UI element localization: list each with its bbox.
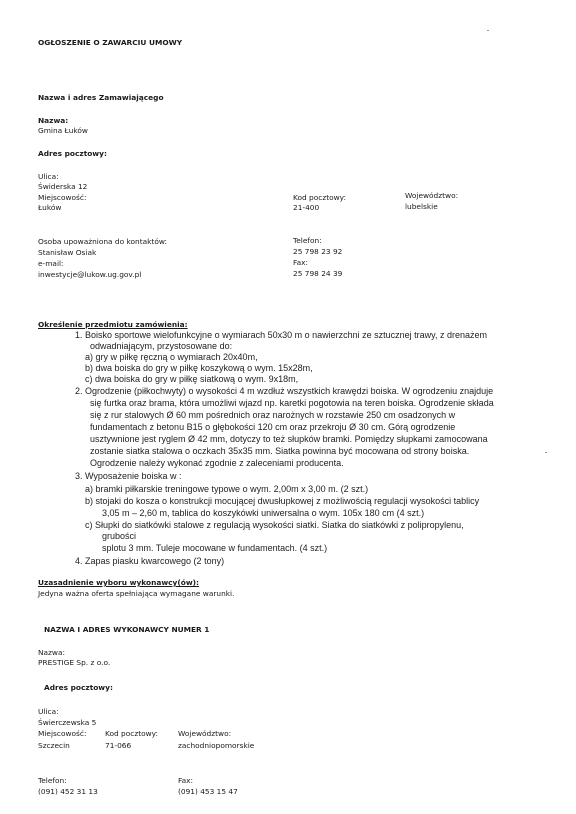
client-fax: 25 798 24 39 [293, 269, 343, 278]
contractor-city: Szczecin [38, 741, 70, 750]
subject-line: splotu 3 mm. Tuleje mocowane w fundamentach. (4 szt.) [102, 543, 328, 553]
client-contact-label: Osoba upoważniona do kontaktów: [38, 237, 167, 246]
client-contact-name: Stanisław Osiak [38, 248, 97, 257]
client-city: Łuków [38, 203, 62, 212]
contractor-voivodeship-label: Województwo: [178, 729, 232, 738]
client-street: Świderska 12 [38, 182, 88, 191]
document-title: OGŁOSZENIE O ZAWARCIU UMOWY [38, 38, 183, 47]
client-name-label: Nazwa: [38, 116, 69, 125]
subject-line: fundamentach z betonu B15 o głębokości 120 cm oraz przekroju Ø 30 cm. Górą ogrodzenie [90, 422, 456, 432]
contractor-city-label: Miejscowość: [38, 729, 87, 738]
subject-heading: Określenie przedmiotu zamówienia: [38, 320, 188, 329]
subject-line: c) Słupki do siatkówki stalowe z regulacją wysokości siatki. Siatka do siatkówki z polipropylenu, [85, 520, 464, 530]
contractor-phone: (091) 452 31 13 [38, 787, 98, 796]
client-heading: Nazwa i adres Zamawiającego [38, 93, 164, 102]
subject-line: zostanie siatka stalowa o oczkach 35x35 mm. Siatka powinna być mocowana od strony boiska. [90, 446, 470, 456]
client-phone-label: Telefon: [293, 236, 322, 245]
contractor-postal: 71-066 [105, 741, 132, 750]
client-voivodeship: lubelskie [405, 202, 438, 211]
contractor-phone-label: Telefon: [38, 776, 67, 785]
client-name: Gmina Łuków [38, 126, 88, 135]
contractor-heading: NAZWA I ADRES WYKONAWCY NUMER 1 [44, 625, 210, 634]
justification-text: Jedyna ważna oferta spełniająca wymagane warunki. [38, 589, 235, 598]
client-email-label: e-mail: [38, 259, 64, 268]
client-city-label: Miejscowość: [38, 193, 87, 202]
contractor-fax: (091) 453 15 47 [178, 787, 238, 796]
client-email: inwestycje@lukow.ug.gov.pl [38, 270, 142, 279]
client-postal-label: Kod pocztowy: [293, 193, 346, 202]
contractor-fax-label: Fax: [178, 776, 193, 785]
subject-line: b) dwa boiska do gry w piłkę koszykową o wym. 15x28m, [85, 363, 313, 373]
contractor-voivodeship: zachodniopomorskie [178, 741, 255, 750]
contractor-address-heading: Adres pocztowy: [44, 683, 113, 692]
client-phone: 25 798 23 92 [293, 247, 343, 256]
client-address-heading: Adres pocztowy: [38, 149, 107, 158]
scan-speck [487, 30, 489, 31]
subject-line: c) dwa boiska do gry w piłkę siatkową o wym. 9x18m, [85, 374, 299, 384]
subject-line: a) bramki piłkarskie treningowe typowe o wym. 2,00m x 3,00 m. (2 szt.) [85, 484, 369, 494]
subject-line: 3,05 m – 2,60 m, tablica do koszykówki uniwersalna o wym. 105x 180 cm (4 szt.) [102, 508, 425, 518]
scan-speck [545, 452, 547, 453]
client-fax-label: Fax: [293, 258, 308, 267]
contractor-street-label: Ulica: [38, 707, 59, 716]
subject-line: a) gry w piłkę ręczną o wymiarach 20x40m, [85, 352, 258, 362]
subject-line: się z rur stalowych Ø 60 mm pośrednich oraz narożnych w rozstawie 250 cm osadzonych w [90, 410, 456, 420]
subject-line: odwadniającym, przystosowane do: [90, 341, 233, 351]
client-postal: 21-400 [293, 203, 320, 212]
client-voivodeship-label: Województwo: [405, 191, 459, 200]
subject-line: 3. Wyposażenie boiska w : [75, 471, 182, 481]
contractor-postal-label: Kod pocztowy: [105, 729, 158, 738]
subject-line: się furtka oraz brama, która umożliwi wjazd np. karetki pogotowia na teren boiska. Ogrodzenie składa [90, 398, 494, 408]
subject-line: 1. Boisko sportowe wielofunkcyjne o wymiarach 50x30 m o nawierzchni ze sztucznej trawy, z drenażem [75, 330, 488, 340]
justification-heading: Uzasadnienie wyboru wykonawcy(ów): [38, 578, 199, 587]
contractor-name: PRESTIGE Sp. z o.o. [38, 658, 111, 667]
subject-line: Ogrodzenie należy wykonać zgodnie z zaleceniami producenta. [90, 458, 344, 468]
contractor-street: Świerczewska 5 [38, 718, 97, 727]
subject-line: usztywnione jest ryglem Ø 42 mm, dotyczy to też słupków bramki. Pomiędzy słupkami zamocowana [90, 434, 488, 444]
subject-line: b) stojaki do kosza o konstrukcji mocującej dwusłupkowej z możliwością regulacji wysokości tablicy [85, 496, 480, 506]
client-street-label: Ulica: [38, 172, 59, 181]
contractor-name-label: Nazwa: [38, 648, 66, 657]
subject-line: 2. Ogrodzenie (piłkochwyty) o wysokości 4 m wzdłuż wszystkich krawędzi boiska. W ogrodzeniu znajduje [75, 386, 494, 396]
subject-line: grubości [102, 531, 137, 541]
subject-line: 4. Zapas piasku kwarcowego (2 tony) [75, 556, 225, 566]
